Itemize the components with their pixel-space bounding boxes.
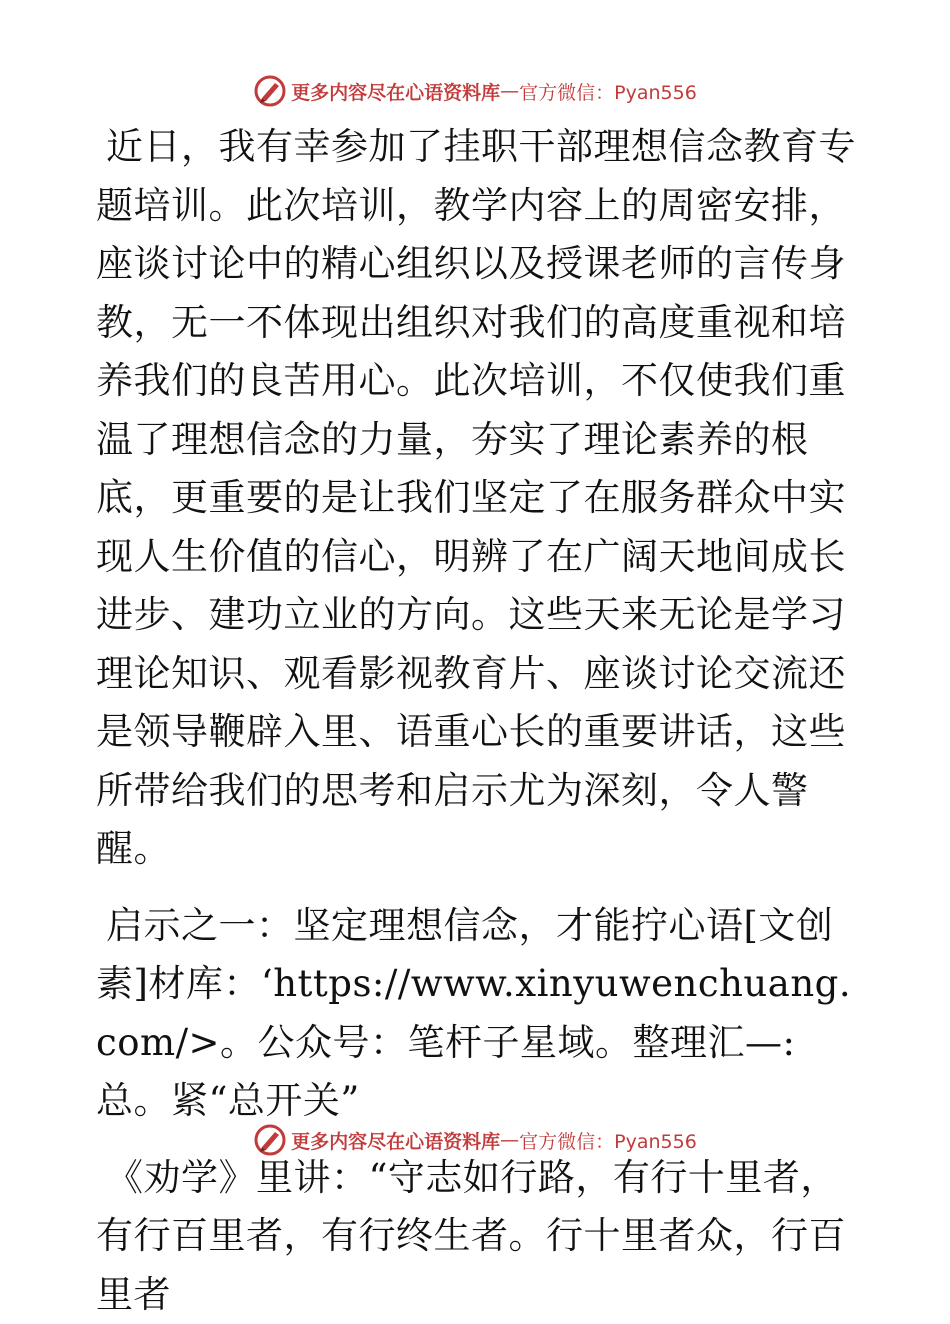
banner-slogan: 更多内容尽在心语资料库 [291,78,500,105]
paragraph-insight-one: 启示之一：坚定理想信念，才能拧心语[文创素]材库：‘https://www.xinyuwenchuang.com/>。公众号：笔杆子星域。整理汇—:总。紧“总开关” [96,897,856,1131]
banner-slogan: 更多内容尽在心语资料库 [291,1127,500,1154]
footer-banner [0,1120,950,1160]
banner-separator: — [500,80,519,102]
pen-logo-icon [253,74,287,108]
banner-wechat: 官方微信：Pyan556 [519,1127,697,1154]
paragraph-quote: 《劝学》里讲：“守志如行路，有行十里者，有行百里者，有行终生者。行十里者众，行百里者 [96,1149,856,1324]
header-banner [0,71,950,111]
paragraph-intro: 近日，我有幸参加了挂职干部理想信念教育专题培训。此次培训，教学内容上的周密安排，座谈讨论中的精心组织以及授课老师的言传身教，无一不体现出组织对我们的高度重视和培养我们的良苦用心。此次培训，不仅使我们重温了理想信念的力量，夯实了理论素养的根底，更重要的是让我们坚定了在服务群众中实现人生价值的信心，明辨了在广阔天地间成长进步、建功立业的方向。这些天来无论是学习理论知识、观看影视教育片、座谈讨论交流还是领导鞭辟入里、语重心长的重要讲话，这些所带给我们的思考和启示尤为深刻，令人警醒。 [96,118,856,879]
banner-wechat: 官方微信：Pyan556 [519,78,697,105]
pen-logo-icon [253,1123,287,1157]
banner-separator: — [500,1129,519,1151]
